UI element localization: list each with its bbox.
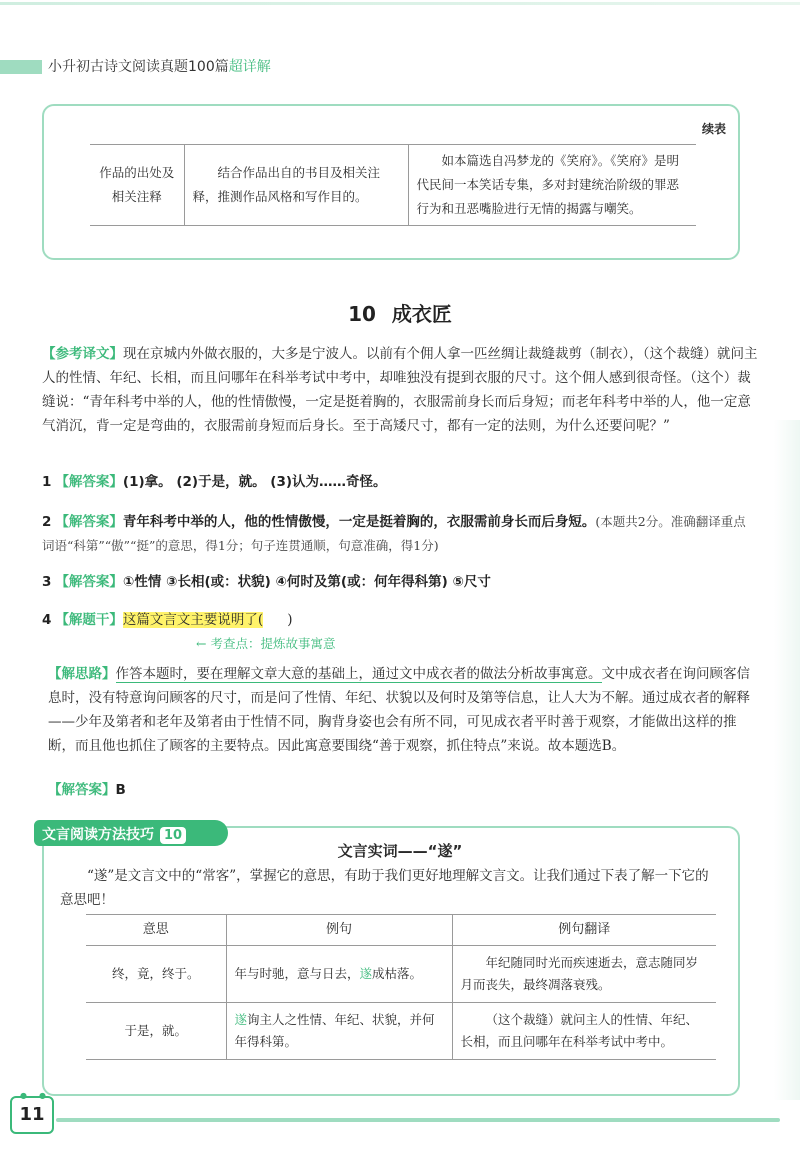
key-character: 遂 (234, 1012, 248, 1027)
header-meaning: 意思 (86, 915, 226, 946)
cell-item: 作品的出处及相关注释 (99, 165, 175, 204)
answer-text: 青年科考中举的人，他的性情傲慢，一定是挺着胸的，衣服需前身长而后身短。 (122, 514, 596, 530)
tab-label: 文言阅读方法技巧 (42, 827, 154, 843)
table-row (90, 145, 696, 226)
lesson-number: 10 (348, 302, 376, 326)
analysis (48, 662, 758, 758)
tips-title: 文言实词——“遂” (337, 842, 463, 860)
table-header-row (86, 915, 716, 946)
answer-text: (1)拿。 (2)于是，就。 (3)认为……奇怪。 (122, 474, 387, 490)
lesson-name: 成衣匠 (391, 302, 452, 326)
top-rule (0, 2, 800, 5)
cell-translation: 年纪随同时光而疾速逝去，意志随同岁月而丧失，最终凋落衰残。 (452, 946, 716, 1003)
translation-text: 现在京城内外做衣服的，大多是宁波人。以前有个佣人拿一匹丝绸让裁缝裁剪（制衣），（这个裁缝）就问主人的性情、年纪、长相，而且问哪年在科举考试中考中，却唯独没有提到衣服的尺寸。这个佣人感到很奇怪。（这个）裁缝说：“青年科考中举的人，他的性情傲慢，一定是挺着胸的，衣服需前身长而后身短；而老年科考中举的人，他一定意气消沉，背一定是弯曲的，衣服需前身短而后身长。至于高矮尺寸，都有一定的法则，为什么还要问呢？” (42, 346, 758, 434)
question-number: 4 (42, 612, 52, 628)
header-color-bar (0, 60, 42, 74)
question-bracket-end: ) (287, 612, 293, 628)
continued-table (90, 144, 696, 226)
tips-intro: “遂”是文言文中的“常客”，掌握它的意思，有助于我们更好地理解文言文。让我们通过下表了解一下它的意思吧！ (60, 868, 709, 908)
header-example: 例句 (226, 915, 452, 946)
page-edge-decoration (774, 420, 800, 1100)
lesson-title (0, 298, 800, 327)
answer-4 (48, 778, 764, 802)
continued-label: 续表 (701, 122, 726, 136)
question-number: 1 (42, 474, 52, 490)
exam-point-text: 考查点：提炼故事寓意 (210, 636, 336, 651)
analysis-key-sentence: 作答本题时，要在理解文章大意的基础上，通过文中成衣者的做法分析故事寓意。 (115, 666, 602, 682)
question-4 (42, 608, 758, 632)
exam-point-note (196, 634, 336, 652)
answer-3 (42, 570, 758, 594)
question-number: 3 (42, 574, 52, 590)
running-header (48, 56, 271, 76)
page-number-text: 11 (19, 1104, 45, 1125)
book-title-accent: 超详解 (228, 59, 271, 75)
binder-dots-icon: ●● (20, 1091, 58, 1100)
cell-example: 如本篇选自冯梦龙的《笑府》。《笑府》是明代民间一本笑话专集，多对封建统治阶级的罪恶行为和丑恶嘴脸进行无情的揭露与嘲笑。 (408, 145, 696, 226)
table-row (86, 1003, 716, 1060)
tab-badge: 10 (160, 827, 186, 844)
book-title: 小升初古诗文阅读真题100篇 (48, 59, 229, 75)
continued-table-box (42, 104, 740, 260)
reference-translation (42, 342, 758, 438)
question-tag: 【解题干】 (55, 612, 123, 628)
arrow-icon: ← (196, 636, 207, 651)
cell-meaning: 终，竟，终于。 (86, 946, 226, 1003)
answer-tag: 【解答案】 (55, 474, 123, 490)
scoring-note: (本题共2分。准确翻译重点词语“科第”“傲”“挺”的意思，得1分；句子连贯通顺，句意准确，得1分) (42, 514, 746, 553)
example-text: 询主人之性情、年纪、状貌，并何年得科第。 (234, 1012, 435, 1049)
answer-text: ①性情 ③长相(或：状貌) ④何时及第(或：何年得科第) ⑤尺寸 (122, 574, 491, 590)
key-character: 遂 (359, 966, 373, 981)
cell-translation: （这个裁缝）就问主人的性情、年纪、长相，而且问哪年在科举考试中考中。 (452, 1003, 716, 1060)
cell-method: 结合作品出自的书目及相关注释，推测作品风格和写作目的。 (184, 145, 408, 226)
translation-tag: 【参考译文】 (42, 346, 123, 362)
answer-tag: 【解答案】 (55, 574, 123, 590)
answer-tag: 【解答案】 (55, 514, 123, 530)
cell-meaning: 于是，就。 (86, 1003, 226, 1060)
table-row (86, 946, 716, 1003)
answer-2 (42, 510, 758, 558)
answer-text: B (115, 782, 126, 798)
cell-example (226, 946, 452, 1003)
page-number (10, 1091, 58, 1134)
question-text: 这篇文言文主要说明了( (122, 612, 264, 628)
header-translation: 例句翻译 (452, 915, 716, 946)
cell-example (226, 1003, 452, 1060)
answer-tag: 【解答案】 (48, 782, 116, 798)
footer-bar (56, 1118, 780, 1122)
analysis-text: 文中成衣者在询问顾客信息时，没有特意询问顾客的尺寸，而是问了性情、年纪、状貌以及何时及第等信息，让人大为不解。通过成衣者的解释——少年及第者和老年及第者由于性情不同，胸背身姿也会有所不同，可见成衣者平时善于观察，才能做出这样的推断，而且他也抓住了顾客的主要特点。因此寓意要围绕“善于观察，抓住特点”来说。故本题选B。 (48, 666, 750, 754)
meaning-table (86, 914, 716, 1060)
example-text: 成枯落。 (372, 966, 423, 981)
answer-1 (42, 470, 758, 494)
analysis-tag: 【解思路】 (48, 666, 116, 682)
example-text: 年与时驰，意与日去， (234, 966, 360, 981)
question-number: 2 (42, 514, 52, 530)
